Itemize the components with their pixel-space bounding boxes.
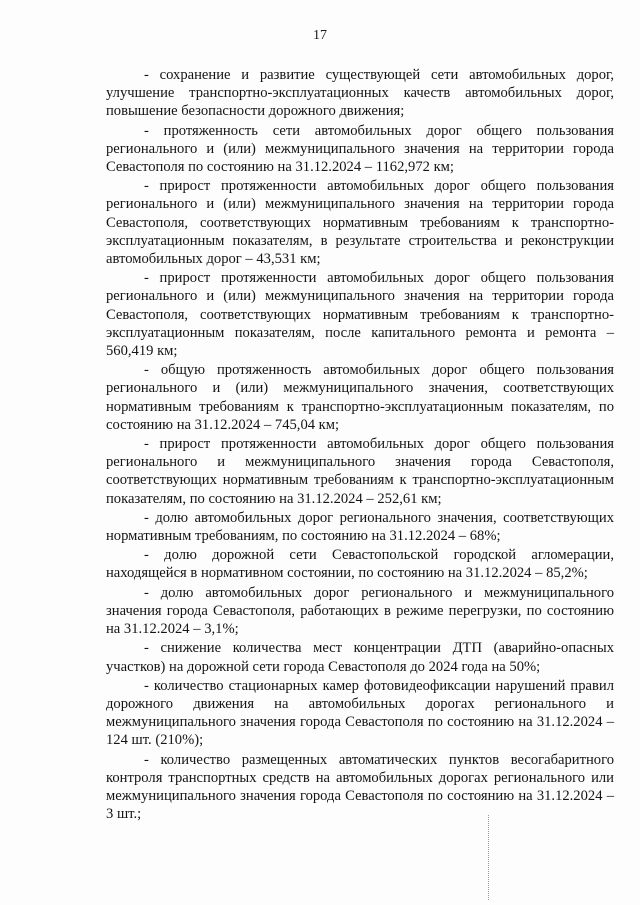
paragraph: - количество размещенных автоматических пунктов весогабаритного контроля транспортных средств на автомобильных дорогах регионального или межмуниципального значения города Севастополя по состоянию на 31.12.2024 – 3 шт.; [106,751,614,823]
paragraph: - долю автомобильных дорог регионального и межмуниципального значения города Севастополя, работающих в режиме перегрузки, по состоянию на 31.12.2024 – 3,1%; [106,584,614,638]
paragraph: - прирост протяженности автомобильных дорог общего пользования регионального и (или) межмуниципального значения на территории города Севастополя, соответствующих нормативным требованиям к транспортно-эксплуатационным показателям, в результате строительства и реконструкции автомобильных дорог – 43,531 км; [106,178,614,268]
paragraph: - долю автомобильных дорог регионального значения, соответствующих нормативным требованиям, по состоянию на 31.12.2024 – 68%; [106,509,614,545]
paragraph: - прирост протяженности автомобильных дорог общего пользования регионального и межмуниципального значения города Севастополя, соответствующих нормативным требованиям к транспортно-эксплуатационным показателям, по состоянию на 31.12.2024 – 252,61 км; [106,436,614,507]
paragraph: - протяженность сети автомобильных дорог общего пользования регионального и (или) межмуниципального значения на территории города Севастополя по состоянию на 31.12.2024 – 1162,972 км; [106,122,614,176]
paragraph: - долю дорожной сети Севастопольской городской агломерации, находящейся в нормативном состоянии, по состоянию на 31.12.2024 – 85,2%; [106,547,614,582]
paragraph: - количество стационарных камер фотовидеофиксации нарушений правил дорожного движения на автомобильных дорогах регионального и межмуниципального значения города Севастополя по состоянию на 31.12.2024 – 124 шт. (210%); [106,677,614,749]
paragraph: - общую протяженность автомобильных дорог общего пользования регионального и (или) межмуниципального значения, соответствующих нормативным требованиям к транспортно-эксплуатационным показателям, по состоянию на 31.12.2024 – 745,04 км; [106,362,614,433]
paragraph: - сохранение и развитие существующей сети автомобильных дорог, улучшение транспортно-эксплуатационных качеств автомобильных дорог, повышение безопасности дорожного движения; [106,67,614,120]
page-number: 17 [313,28,327,43]
paragraph: - прирост протяженности автомобильных дорог общего пользования регионального и (или) межмуниципального значения на территории города Севастополя, соответствующих нормативным требованиям к транспортно-эксплуатационным показателям, после капитального ремонта и ремонта – 560,419 км; [106,270,614,360]
document-body [106,66,614,823]
paragraph: - снижение количества мест концентрации ДТП (аварийно-опасных участков) на дорожной сети города Севастополя до 2024 года на 50%; [106,640,614,675]
scan-artifact-line [488,815,490,900]
